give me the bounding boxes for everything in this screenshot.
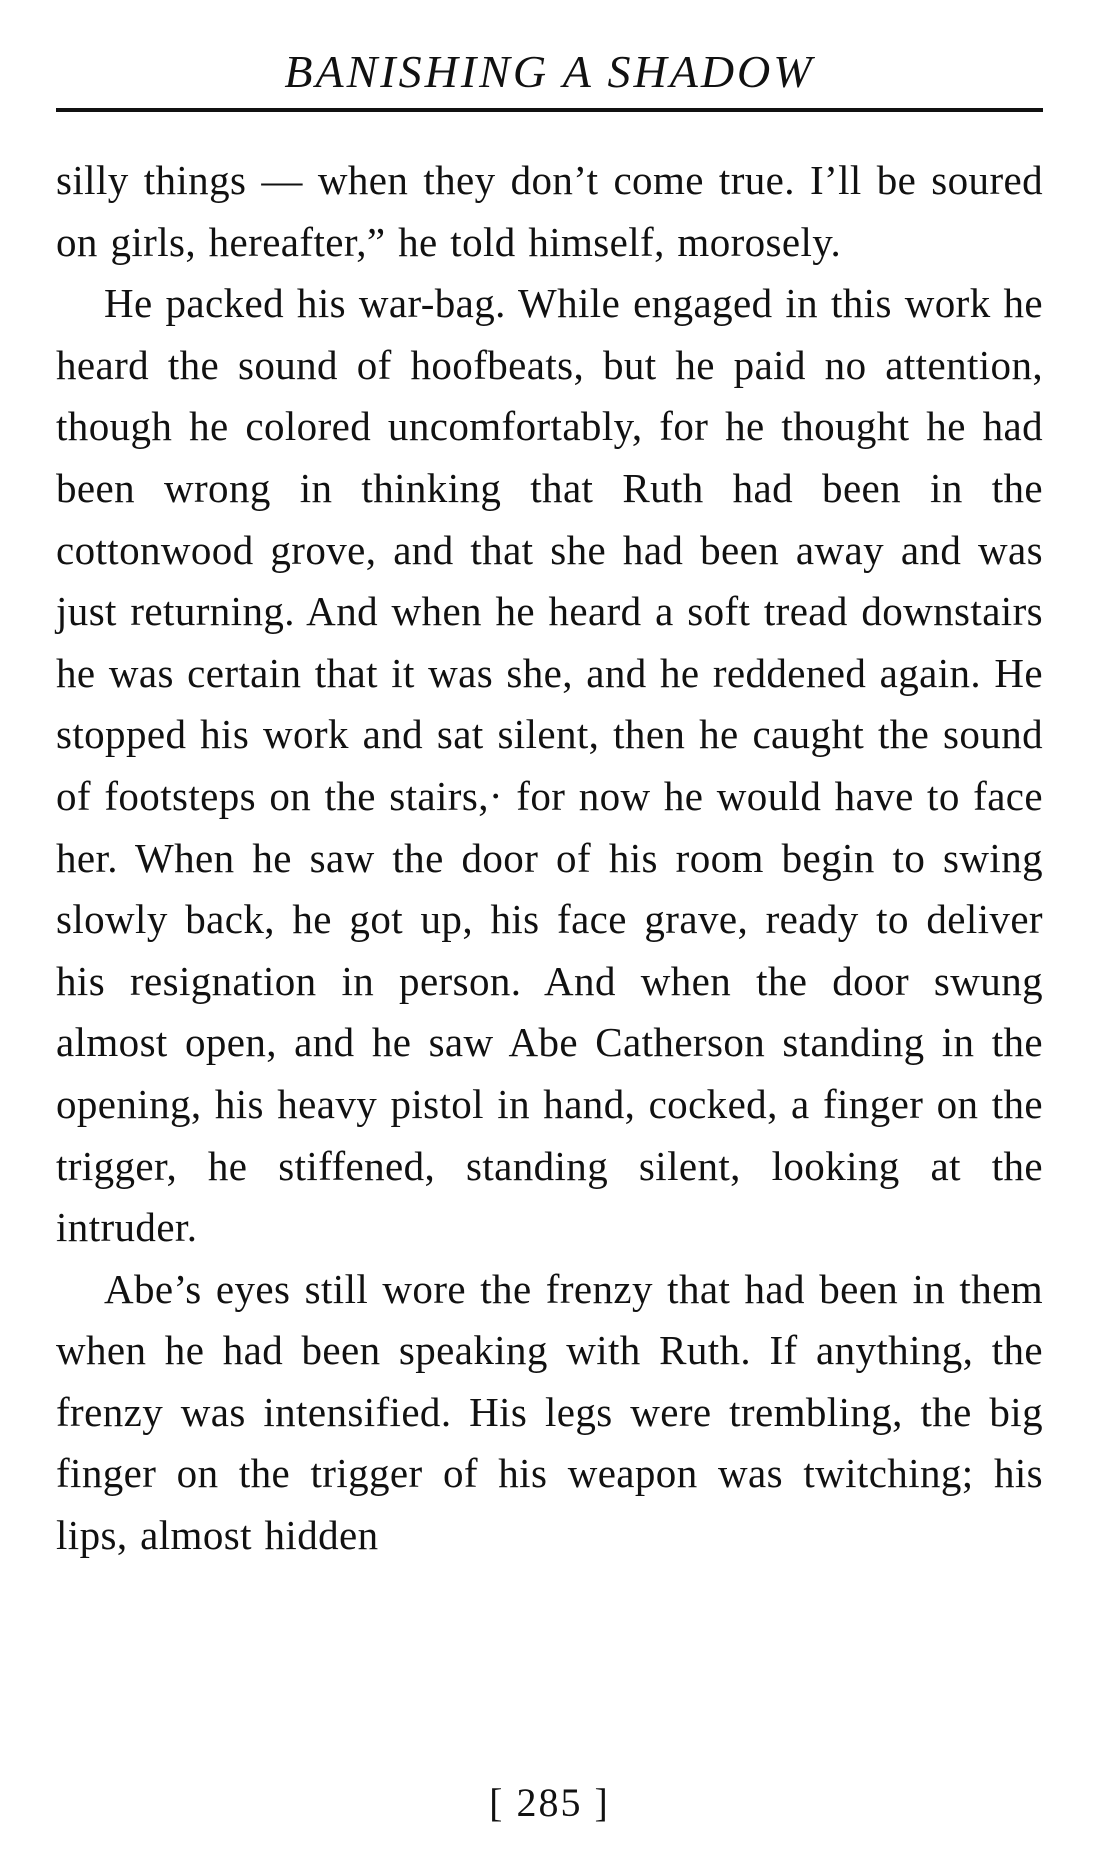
paragraph: He packed his war-bag. While engaged in this work he heard the sound of hoofbeats, but he paid no attention, though he colored uncomfortably, for he thought he had been wrong in thinking that Ruth had been in the cottonwood grove, and that she had been away and was just returning. And when he heard a soft tread downstairs he was certain that it was she, and he reddened again. He stopped his work and sat silent, then he caught the sound of footsteps on the stairs,· for now he would have to face her. When he saw the door of his room begin to swing slowly back, he got up, his face grave, ready to deliver his resignation in person. And when the door swung almost open, and he saw Abe Catherson standing in the opening, his heavy pistol in hand, cocked, a finger on the trigger, he stiffened, standing silent, looking at the intruder.	[56, 280, 1043, 1251]
page-number: [ 285 ]	[489, 1780, 610, 1825]
running-title: BANISHING A SHADOW	[284, 46, 815, 97]
paragraph-continuation: silly things — when they don’t come true. I’ll be soured on girls, hereafter,” he told himself, morosely.	[56, 157, 1043, 265]
header-rule	[56, 108, 1043, 112]
book-page	[56, 0, 1043, 1861]
paragraph: Abe’s eyes still wore the frenzy that had been in them when he had been speaking with Ruth. If anything, the frenzy was intensified. His legs were trembling, the big finger on the trigger of his weapon was twitching; his lips, almost hidden	[56, 1265, 1043, 1559]
body-text	[56, 150, 1043, 1567]
